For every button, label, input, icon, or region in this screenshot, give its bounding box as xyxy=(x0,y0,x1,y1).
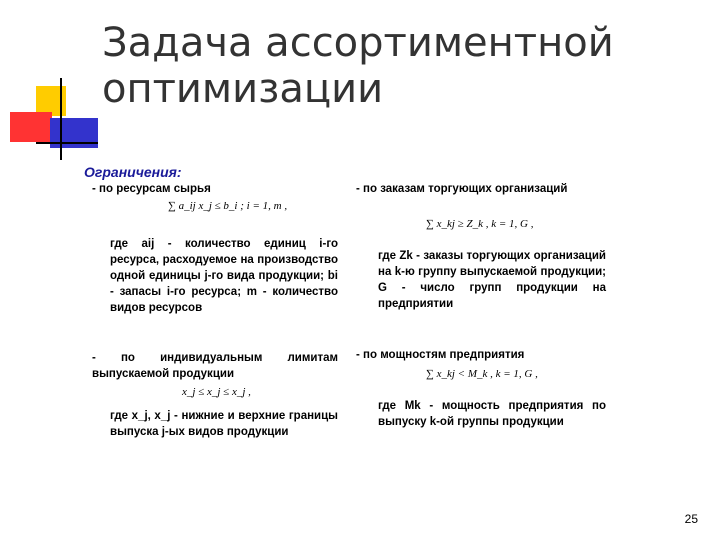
slide-title: Задача ассортиментной оптимизации xyxy=(102,20,614,112)
decor-red-square xyxy=(10,112,52,142)
limits-intro: - по индивидуальным лимитам выпускаемой продукции xyxy=(92,352,338,380)
orders-text: где Zk - заказы торгующих организаций на k-ю группу выпускаемой продукции; G - число групп продукции на предприятии xyxy=(378,250,606,310)
resources-formula: ∑ a_ij x_j ≤ b_i ; i = 1, m , xyxy=(168,200,288,212)
limits-text: где x_j, x_j - нижние и верхние границы выпуска j-ых видов продукции xyxy=(110,410,338,438)
constraints-heading: Ограничения: xyxy=(84,164,182,180)
capacity-intro: - по мощностям предприятия xyxy=(356,349,525,361)
decor-horizontal-line xyxy=(36,142,98,144)
resources-intro: - по ресурсам сырья xyxy=(92,183,211,195)
limits-formula: x_j ≤ x_j ≤ x_j , xyxy=(182,386,251,398)
capacity-formula: ∑ x_kj < M_k , k = 1, G , xyxy=(426,368,538,380)
decor-vertical-line xyxy=(60,78,62,160)
capacity-text: где Mk - мощность предприятия по выпуску k-ой группы продукции xyxy=(378,400,606,428)
resources-text: где aij - количество единиц i-го ресурса, расходуемое на производство одной единицы j-го вида продукции; bi - запасы i-го ресурса; m - количество видов ресурсов xyxy=(110,238,338,314)
page-number: 25 xyxy=(684,512,698,526)
orders-formula: ∑ x_kj ≥ Z_k , k = 1, G , xyxy=(426,218,534,230)
orders-intro: - по заказам торгующих организаций xyxy=(356,183,568,195)
